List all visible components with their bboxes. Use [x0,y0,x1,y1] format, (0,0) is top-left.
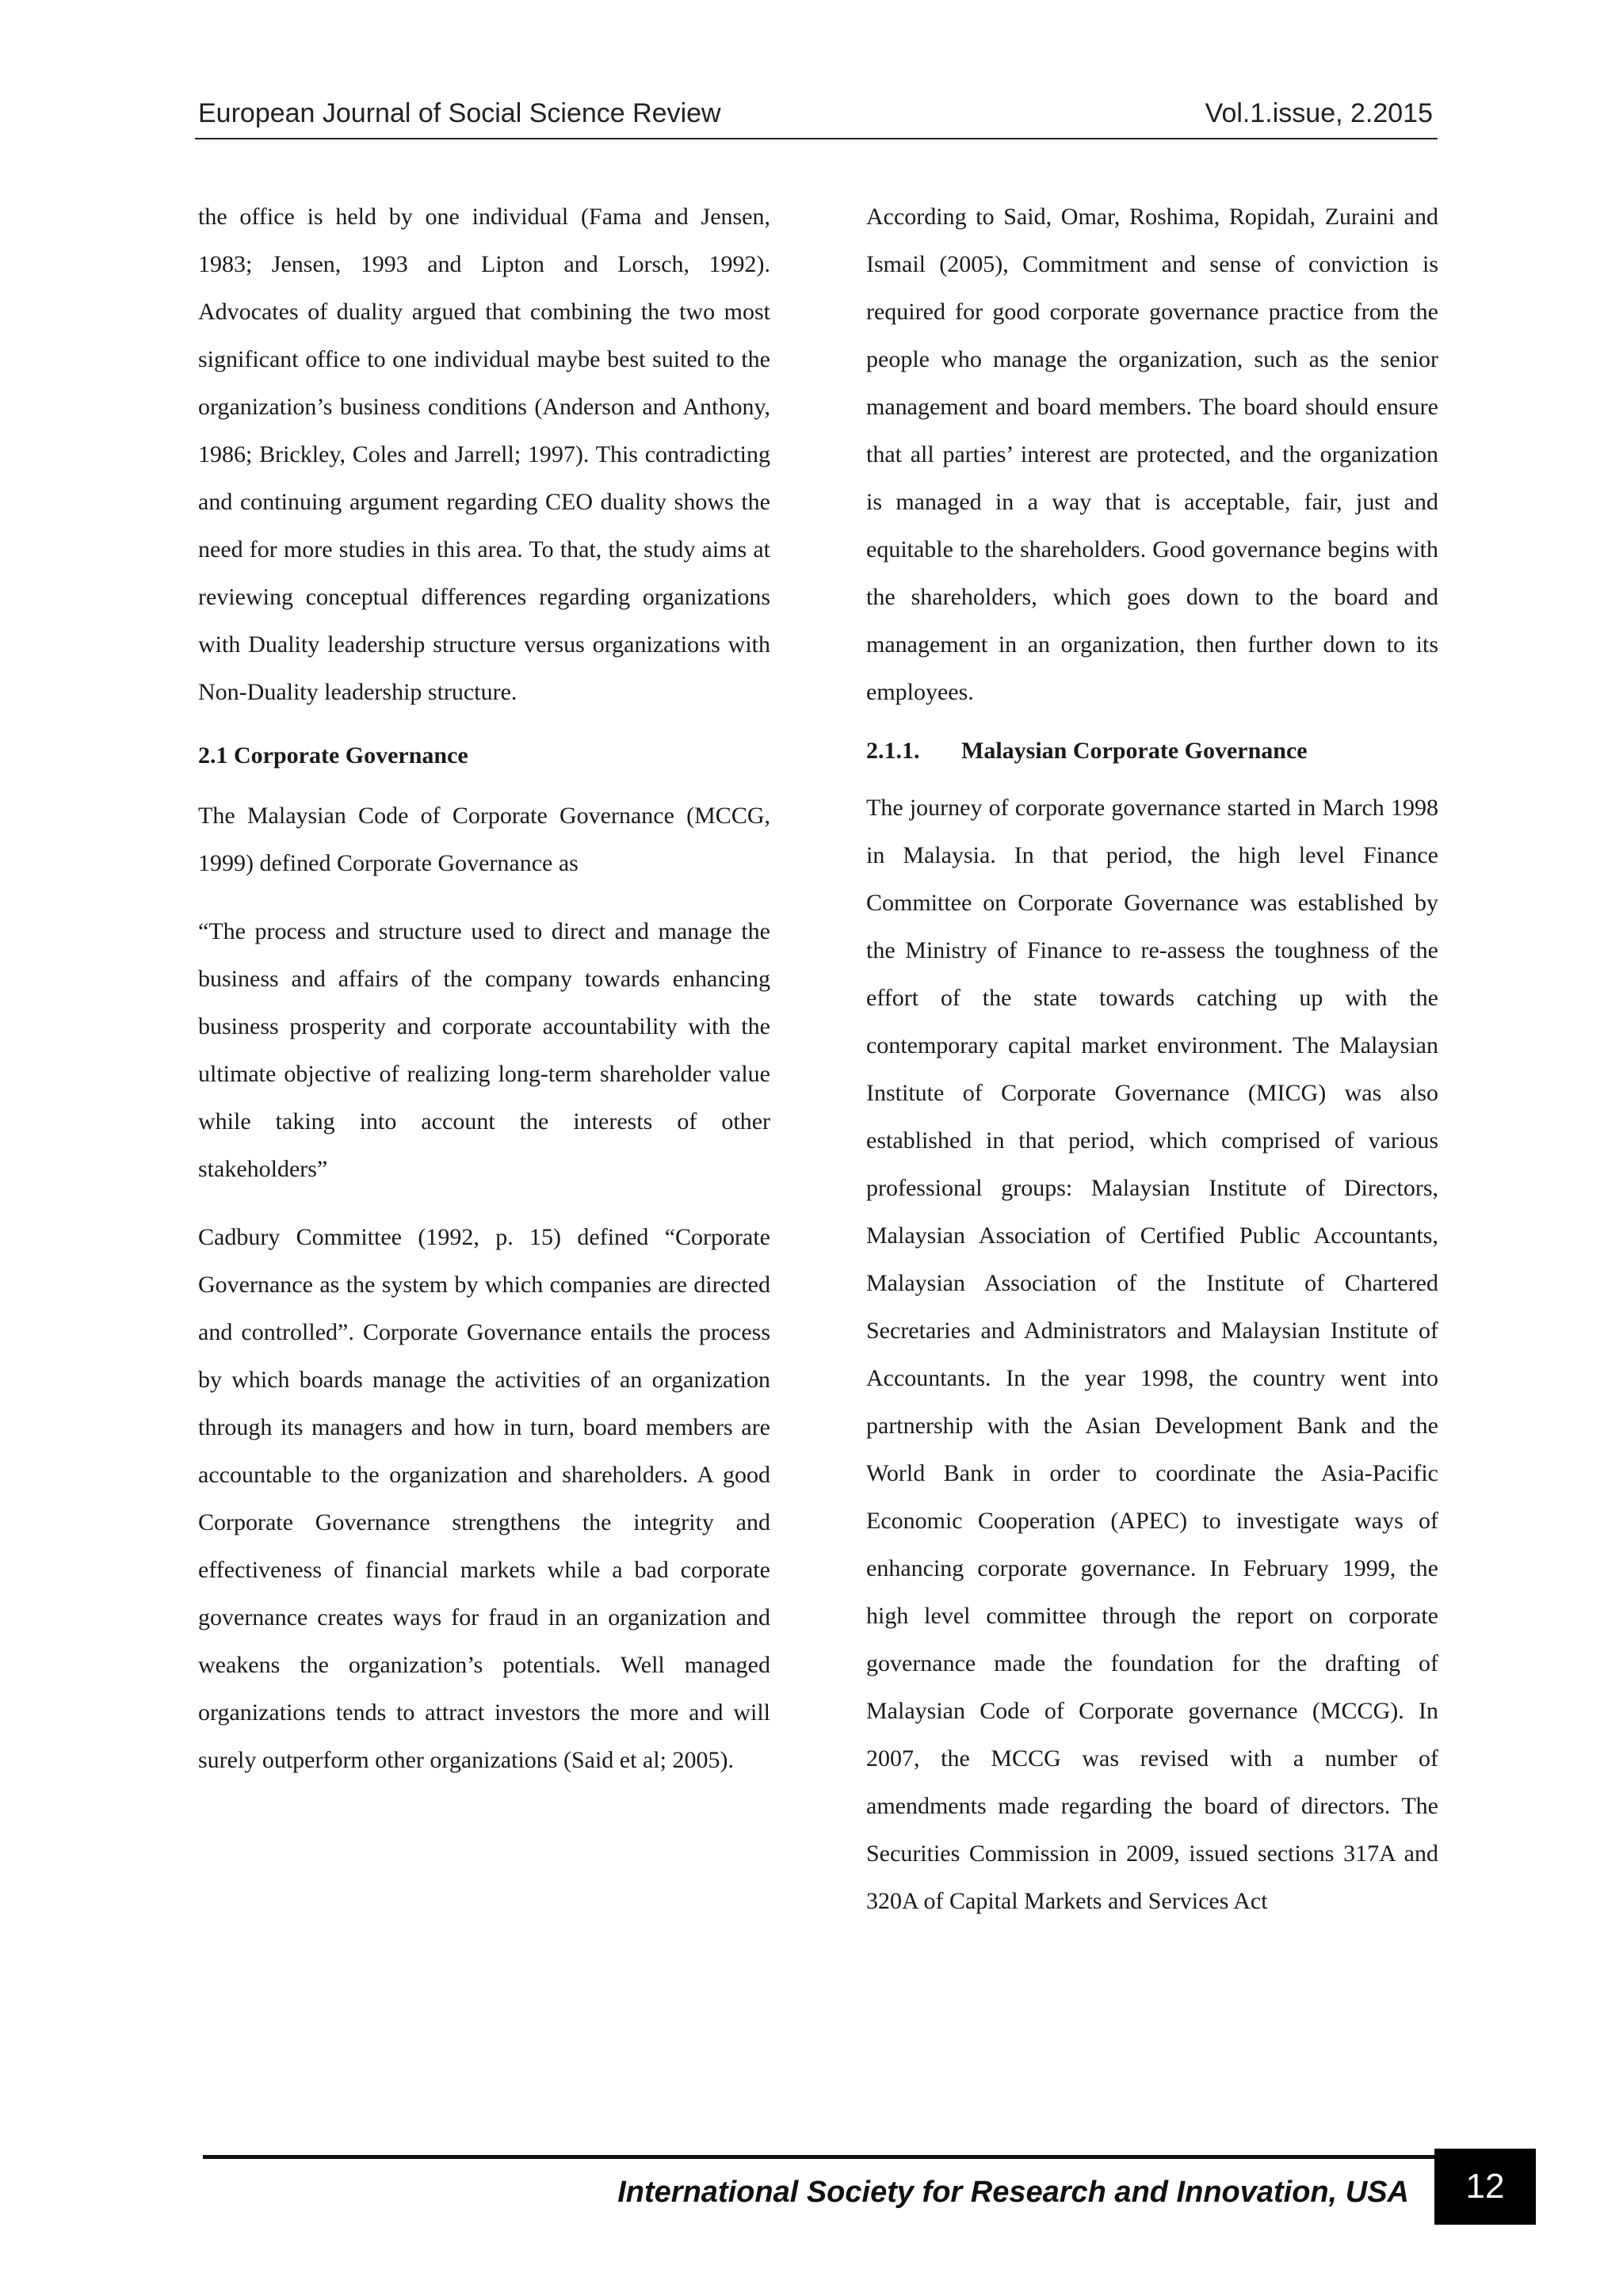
subsection-heading [866,734,1438,769]
subsection-title: Malaysian Corporate Governance [961,738,1308,764]
left-column [198,193,770,1784]
paragraph: The Malaysian Code of Corporate Governance (MCCG, 1999) defined Corporate Governance as [198,803,770,876]
paragraph: Cadbury Committee (1992, p. 15) defined “Corporate Governance as the system by which companies are directed and controlled”. Corporate Governance entails the process by which boards manage the activities of an organization through its managers and how in turn, board members are accountable to the organization and shareholders. A good Corporate Governance strengthens the integrity and effectiveness of financial markets while a bad corporate governance creates ways for fraud in an organization and weakens the organization’s potentials. Well managed organizations tends to attract investors the more and will surely outperform other organizations (Said et al; 2005). [198,1224,770,1773]
journal-title: European Journal of Social Science Review [198,98,721,128]
publisher-name: International Society for Research and Innovation, USA [617,2176,1409,2209]
right-column [866,193,1438,1925]
page-number: 12 [1434,2149,1536,2225]
volume-issue: Vol.1.issue, 2.2015 [1205,98,1433,128]
paragraph: The journey of corporate governance started in March 1998 in Malaysia. In that period, the high level Finance Committee on Corporate Governance was established by the Ministry of Finance to re-assess the toughness of the effort of the state towards catching up with the contemporary capital market environment. The Malaysian Institute of Corporate Governance (MICG) was also established in that period, which comprised of various professional groups: Malaysian Institute of Directors, Malaysian Association of Certified Public Accountants, Malaysian Association of the Institute of Chartered Secretaries and Administrators and Malaysian Institute of Accountants. In the year 1998, the country went into partnership with the Asian Development Bank and the World Bank in order to coordinate the Asia-Pacific Economic Cooperation (APEC) to investigate ways of enhancing corporate governance. In February 1999, the high level committee through the report on corporate governance made the foundation for the drafting of Malaysian Code of Corporate governance (MCCG). In 2007, the MCCG was revised with a number of amendments made regarding the board of directors. The Securities Commission in 2009, issued sections 317A and 320A of Capital Markets and Services Act [866,795,1438,1914]
subsection-number: 2.1.1. [866,738,920,764]
paragraph: According to Said, Omar, Roshima, Ropidah, Zuraini and Ismail (2005), Commitment and sense of conviction is required for good corporate governance practice from the people who manage the organization, such as the senior management and board members. The board should ensure that all parties’ interest are protected, and the organization is managed in a way that is acceptable, fair, just and equitable to the shareholders. Good governance begins with the shareholders, which goes down to the board and management in an organization, then further down to its employees. [866,204,1438,705]
section-heading: 2.1 Corporate Governance [198,742,468,769]
footer-rule [203,2155,1455,2159]
paragraph: the office is held by one individual (Fama and Jensen, 1983; Jensen, 1993 and Lipton and Lorsch, 1992). Advocates of duality argued that combining the two most significant office to one individual maybe best suited to the organization’s business conditions (Anderson and Anthony, 1986; Brickley, Coles and Jarrell; 1997). This contradicting and continuing argument regarding CEO duality shows the need for more studies in this area. To that, the study aims at reviewing conceptual differences regarding organizations with Duality leadership structure versus organizations with Non-Duality leadership structure. [198,204,770,705]
running-header [195,93,1438,139]
block-quote: “The process and structure used to direct and manage the business and affairs of the company towards enhancing business prosperity and corporate accountability with the ultimate objective of realizing long-term shareholder value while taking into account the interests of other stakeholders” [198,918,770,1182]
